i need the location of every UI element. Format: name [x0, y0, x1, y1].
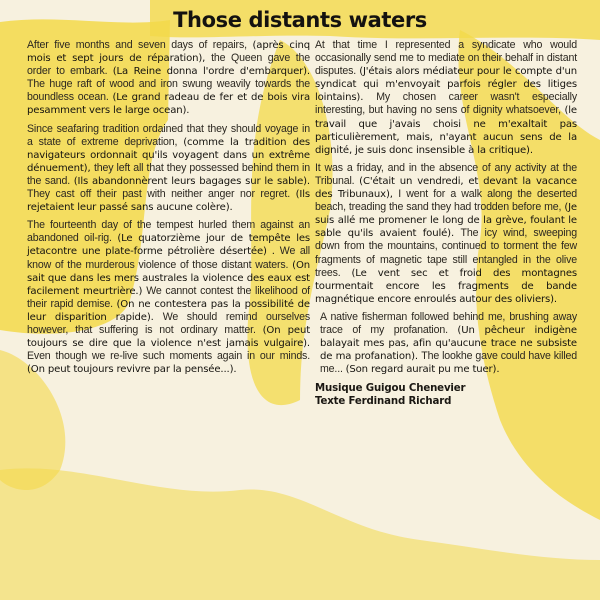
paragraph: [27, 219, 310, 376]
french-translation: (après cinq mois et sept jours de réparation),: [27, 40, 310, 65]
english-text: The fourteenth day of the tempest hurled them against an abandoned oil-rig.: [27, 219, 310, 245]
french-translation: (Ils abandonnèrent leurs bagages sur le sable).: [73, 175, 310, 187]
english-text: the Queen gave the order to embark.: [27, 52, 310, 78]
english-text: The lookhe gave could have killed me...: [320, 350, 578, 376]
english-text: At that time I represented a syndicate who would occasionally send me to mediate on their behalf in distant disputes.: [315, 39, 577, 78]
french-translation: (le travail que j'avais choisi ne m'exaltait pas particulièrement, mais, n'ayant aucun sens de la dignité, je suis donc insensible à la critique).: [315, 105, 577, 156]
english-text: Since seafaring tradition ordained that they should voyage in a state of extreme deprivation,: [27, 122, 310, 148]
french-translation: (Je suis allé me promener le long de la grève, foulant le sable qu'ils avaient foulé).: [315, 202, 577, 240]
french-translation: (Un pêcheur indigène balayait mes pas, afin qu'aucune trace ne subsiste de ma profanation).: [320, 324, 577, 363]
right-column: [315, 39, 577, 408]
credits: [315, 382, 577, 408]
english-text: They cast off their past with neither anger nor regret.: [27, 188, 296, 201]
left-column: [27, 39, 310, 381]
paragraph: [27, 39, 310, 118]
paragraph: [315, 39, 577, 157]
french-translation: (On sait que dans les mers australes la violence des eaux est facilement meurtrière.): [27, 259, 310, 297]
english-text: I went for a walk along the deserted beach, treading the sand they had trodden before me,: [315, 188, 577, 214]
english-text: The icy wind, sweeping down from the mountains, continued to torment the few fragments of magnetic tape still entangled in the olive trees.: [315, 227, 577, 279]
french-translation: (On peut toujours revivre par la pensée...).: [27, 364, 237, 376]
credit-text: Texte Ferdinand Richard: [315, 396, 452, 408]
english-text: they left all that they possessed behind them in the sand.: [27, 161, 310, 187]
english-text: It was a friday, and in the absence of any activity at the Tribunal.: [315, 161, 577, 187]
french-translation: (comme la tradition des navigateurs ordonnait qu'ils voyagent dans un extrême dénuement),: [27, 136, 310, 174]
english-text: We all know of the murderous violence of those distant waters.: [27, 245, 311, 271]
french-translation: (On peut toujours se dire que la violence n'est jamais vulgaire).: [27, 324, 310, 350]
french-translation: (La Reine donna l'ordre d'embarquer).: [112, 66, 310, 78]
english-text: We should remind ourselves however, that suffering is not ordinary matter.: [27, 310, 310, 336]
english-text: Even though we re-live such moments again in our minds.: [27, 350, 310, 363]
french-translation: (Le quatorzième jour de tempête les jetacontre une plate-forme pétrolière désertée) .: [27, 233, 311, 258]
english-text: A native fisherman followed behind me, brushing away trace of my profanation.: [320, 310, 577, 336]
english-text: The huge raft of wood and iron swung weavily towards the boundless ocean.: [27, 78, 310, 104]
page-title: Those distants waters: [173, 8, 427, 32]
english-text: My chosen career wasn't especially interesting, but having no sens of dignity whatsoever,: [315, 91, 577, 117]
french-translation: (Son regard aurait pu me tuer).: [345, 364, 500, 376]
paragraph: [315, 311, 577, 376]
english-text: After five months and seven days of repairs,: [27, 39, 253, 51]
paragraph: [27, 123, 310, 215]
french-translation: (J'étais alors médiateur pour le compte d'un syndicat qui m'envoyait parfois régler des litiges lointains).: [315, 66, 577, 104]
french-translation: (C'était un vendredi, et devant la vacance des Tribunaux),: [315, 175, 577, 201]
french-translation: (Ils rejetaient leur passé sans aucune colère).: [27, 189, 310, 214]
paragraph: [315, 162, 577, 306]
french-translation: (Le vent sec et froid des montagnes tourmentait encore les fragments de bande magnétique encore enroulés autour des oliviers).: [315, 267, 578, 305]
french-translation: (Le grand radeau de fer et de bois vira pesamment vers le large ocean).: [27, 92, 310, 117]
english-text: We cannot contest the likelihood of their rapid demise.: [27, 284, 310, 310]
credit-music: Musique Guigou Chenevier: [315, 383, 466, 395]
french-translation: (On ne contestera pas la possibilité de leur disparition rapide).: [27, 298, 310, 323]
